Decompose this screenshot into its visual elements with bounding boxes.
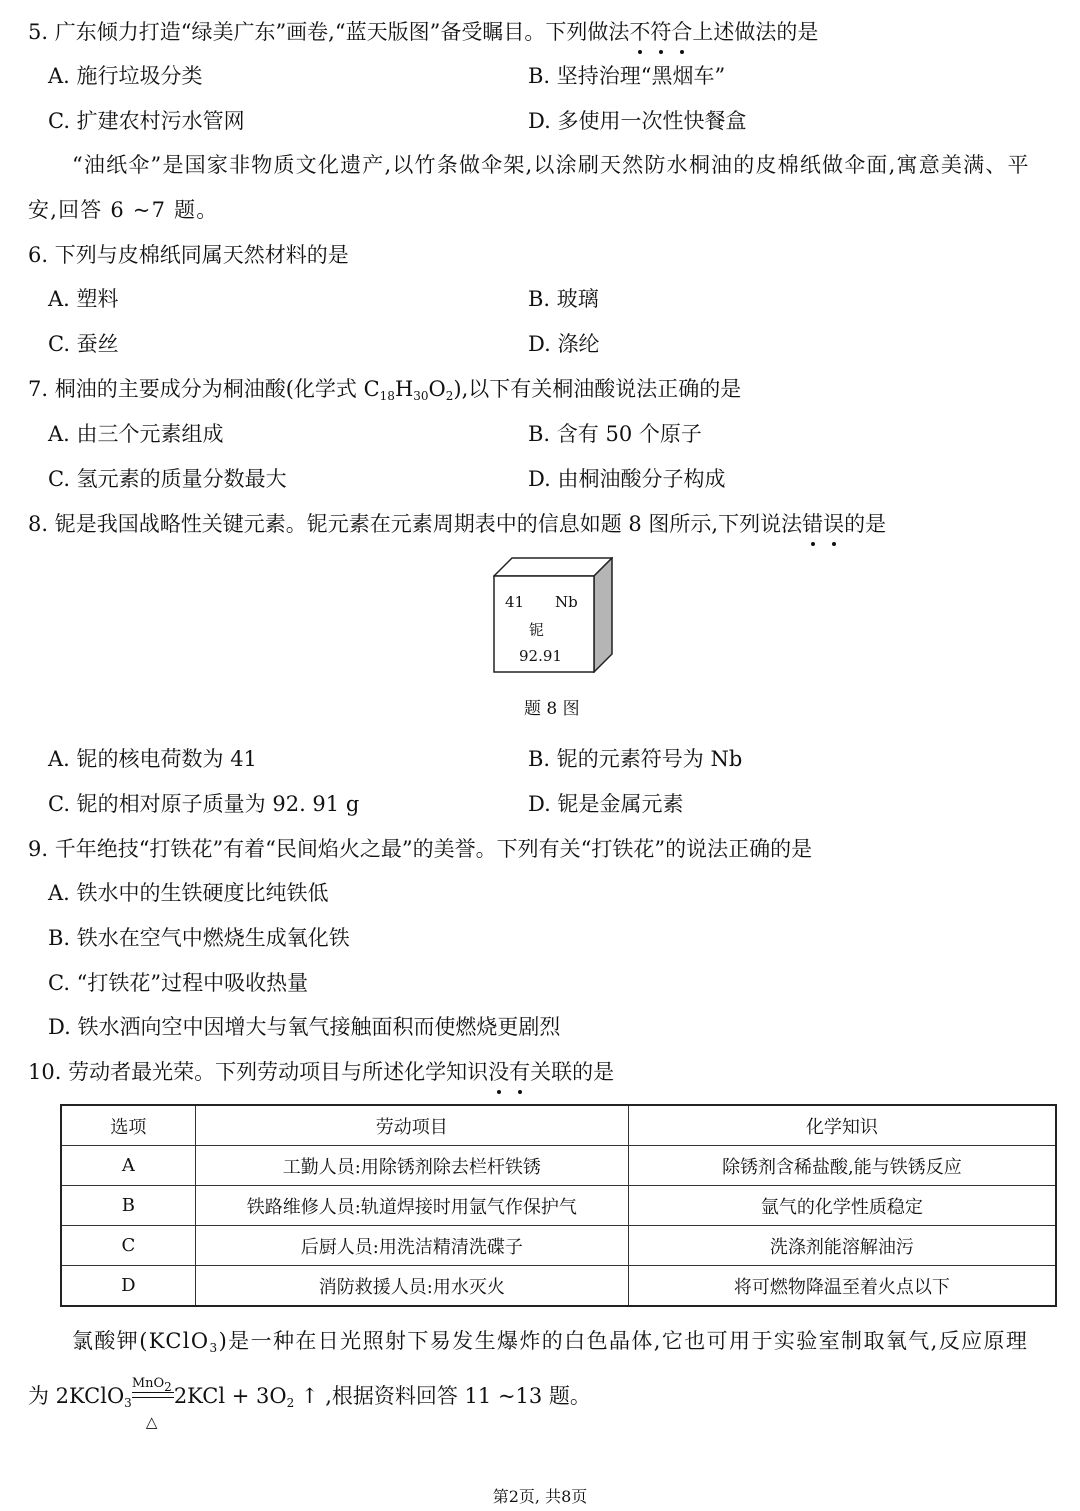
passage-oil-paper-umbrella [28,143,1058,233]
passage2-text-b: )是一种在日光照射下易发生爆炸的白色晶体,它也可用于实验室制取氧气,反应原理 [218,1329,1029,1353]
table-row [61,1266,1056,1307]
q6-option-a: A. 塑料 [48,287,119,311]
q7-option-b: B. 含有 50 个原子 [528,422,702,446]
q5-option-c: C. 扩建农村污水管网 [48,109,245,133]
passage1-text: “油纸伞”是国家非物质文化遗产,以竹条做伞架,以涂刷天然防水桐油的皮棉纸做伞面,寓意美满、平安,回答 6 ~7 题。 [28,153,1030,222]
row-d-labor: 消防救援人员:用水灭火 [195,1266,628,1307]
emphasis-char: 误 [823,512,845,536]
q5-stem-text-b: 上述做法的是 [692,20,819,44]
emphasis-char: 没 [488,1060,510,1084]
q5-option-a: A. 施行垃圾分类 [48,64,203,88]
row-d-option: D [61,1266,195,1307]
q7-stem [28,375,741,403]
row-c-option: C [61,1226,195,1266]
q8-option-b: B. 铌的元素符号为 Nb [528,747,743,771]
passage2-formula-sub: 3 [209,1341,219,1355]
reaction-condition [131,1375,174,1431]
row-b-option: B [61,1186,195,1226]
row-c-labor: 后厨人员:用洗洁精清洗碟子 [195,1226,628,1266]
table-row [61,1226,1056,1266]
row-d-knowledge: 将可燃物降温至着火点以下 [628,1266,1056,1307]
table-header-row [61,1105,1056,1146]
q9-option-a: A. 铁水中的生铁硬度比纯铁低 [48,881,329,905]
catalyst-text: MnO [131,1375,165,1391]
equation-reactant-sub: 3 [124,1396,132,1410]
reaction-equation-line [28,1375,591,1431]
q9-stem: 9. 千年绝技“打铁花”有着“民间焰火之最”的美誉。下列有关“打铁花”的说法正确的是 [28,837,813,861]
q5-option-d: D. 多使用一次性快餐盒 [528,109,747,133]
equation-product-sub: 2 [286,1396,295,1410]
q8-option-d: D. 铌是金属元素 [528,792,684,816]
element-name: 铌 [529,621,545,639]
q10-stem-text-a: 10. 劳动者最光荣。下列劳动项目与所述化学知识 [28,1060,489,1084]
figure-caption: 题 8 图 [524,699,580,719]
q8-stem-text-a: 8. 铌是我国战略性关键元素。铌元素在元素周期表中的信息如题 8 图所示,下列说法 [28,512,803,536]
q7-option-c: C. 氢元素的质量分数最大 [48,467,287,491]
passage2-text-a: 氯酸钾(KClO [72,1329,210,1353]
catalyst-label [132,1364,172,1404]
niobium-element-card [493,557,613,673]
page-footer: 第2页, 共8页 [492,1487,588,1506]
emphasis-char: 符 [650,20,672,44]
row-c-knowledge: 洗涤剂能溶解油污 [628,1226,1056,1266]
q8-stem [28,510,886,538]
heating-symbol: △ [145,1412,158,1431]
q7-option-d: D. 由桐油酸分子构成 [528,467,726,491]
q6-option-b: B. 玻璃 [528,287,599,311]
equation-reactant: 为 2KClO [28,1384,125,1408]
q5-emphasis-text [629,20,692,44]
q7-option-a: A. 由三个元素组成 [48,422,224,446]
equation-products: 2KCl + 3O [173,1384,287,1408]
q7-formula-o: O [428,377,446,401]
q9-option-c: C. “打铁花”过程中吸收热量 [48,971,309,995]
row-a-knowledge: 除锈剂含稀盐酸,能与铁锈反应 [628,1146,1056,1186]
emphasis-char: 合 [671,20,693,44]
table-row [61,1186,1056,1226]
header-option: 选项 [61,1105,195,1146]
table-row [61,1146,1056,1186]
q8-stem-text-b: 的是 [844,512,887,536]
header-labor-project: 劳动项目 [195,1105,628,1146]
emphasis-char: 有 [509,1060,531,1084]
catalyst-sub: 2 [164,1379,172,1394]
q7-formula-sub-h: 30 [413,389,429,403]
equation-tail-text: ↑ ,根据资料回答 11 ~13 题。 [294,1384,591,1408]
q10-stem-text-b: 关联的是 [530,1060,615,1084]
q10-stem [28,1058,614,1086]
q8-option-c: C. 铌的相对原子质量为 92. 91 g [48,792,360,816]
q7-formula-h: H [394,377,414,401]
q8-emphasis-text [802,512,844,536]
q6-stem: 6. 下列与皮棉纸同属天然材料的是 [28,243,349,267]
row-b-knowledge: 氩气的化学性质稳定 [628,1186,1056,1226]
q5-option-b: B. 坚持治理“黑烟车” [528,64,726,88]
q9-option-b: B. 铁水在空气中燃烧生成氧化铁 [48,926,350,950]
q8-option-a: A. 铌的核电荷数为 41 [48,747,257,771]
emphasis-char: 不 [629,20,651,44]
q7-stem-text-a: 7. 桐油的主要成分为桐油酸(化学式 C [28,377,380,401]
row-b-labor: 铁路维修人员:轨道焊接时用氩气作保护气 [195,1186,628,1226]
q10-emphasis-text [488,1060,530,1084]
element-symbol: Nb [555,593,578,611]
header-chemistry-knowledge: 化学知识 [628,1105,1056,1146]
passage-potassium-chlorate [72,1327,1028,1355]
q6-option-d: D. 涤纶 [528,332,600,356]
q7-formula-sub-c: 18 [379,389,395,403]
emphasis-char: 错 [802,512,824,536]
element-atomic-mass: 92.91 [519,647,562,665]
q6-option-c: C. 蚕丝 [48,332,119,356]
row-a-labor: 工勤人员:用除锈剂除去栏杆铁锈 [195,1146,628,1186]
q7-formula-sub-o: 2 [445,389,454,403]
labor-chemistry-table [60,1104,1057,1307]
q5-stem-text-a: 5. 广东倾力打造“绿美广东”画卷,“蓝天版图”备受瞩目。下列做法 [28,20,630,44]
element-atomic-number: 41 [505,593,525,611]
q7-stem-text-b: ),以下有关桐油酸说法正确的是 [453,377,742,401]
q5-stem [28,18,818,46]
row-a-option: A [61,1146,195,1186]
q9-option-d: D. 铁水洒向空中因增大与氧气接触面积而使燃烧更剧烈 [48,1015,561,1039]
